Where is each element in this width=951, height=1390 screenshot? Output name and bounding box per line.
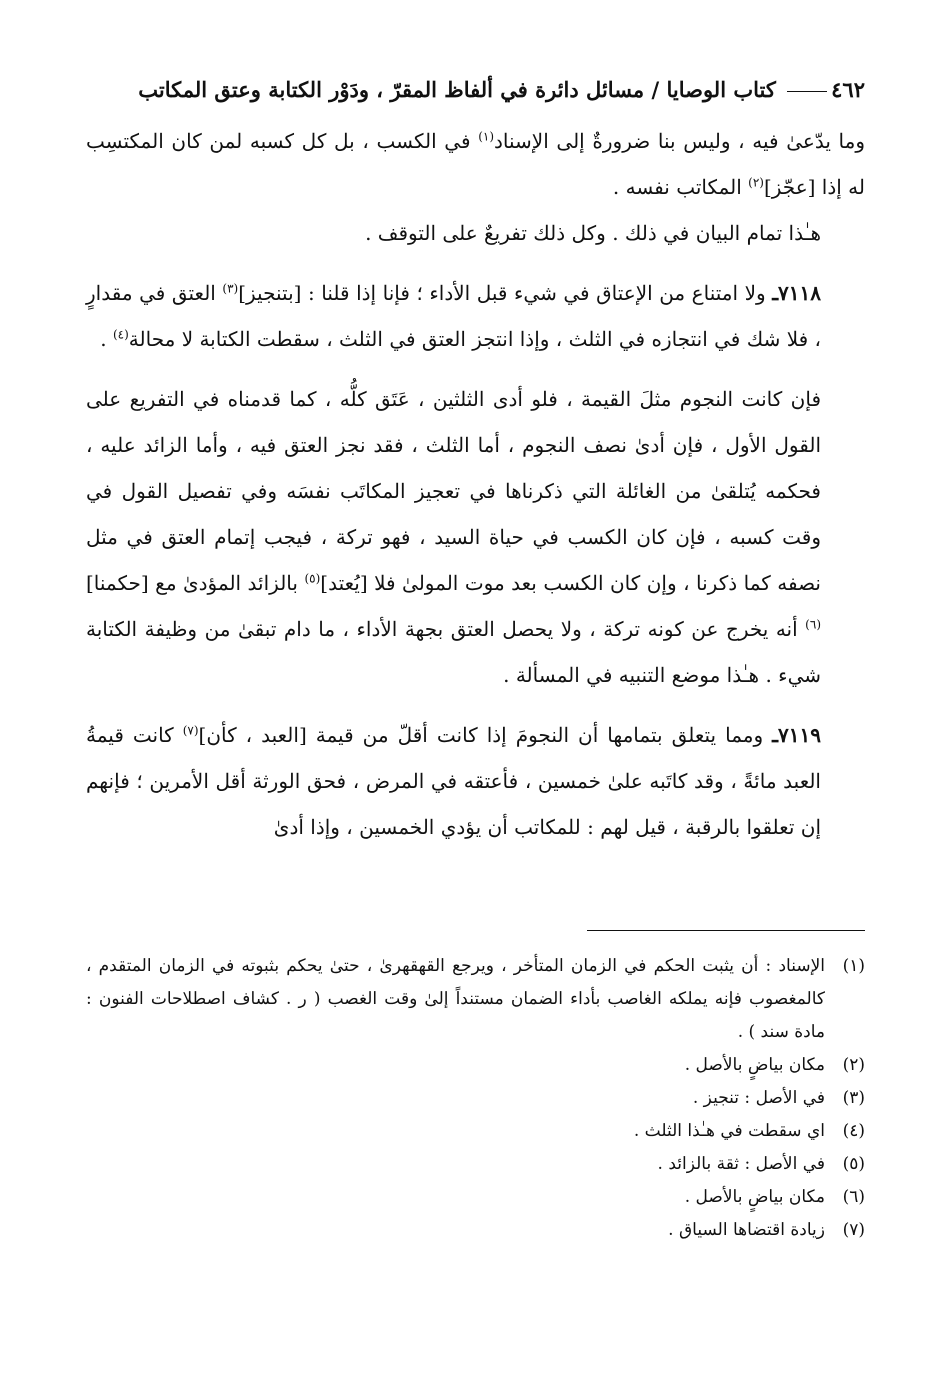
footnote-divider bbox=[587, 930, 865, 931]
header-rule bbox=[787, 91, 827, 92]
footnote-text: في الأصل : تنجيز . bbox=[692, 1088, 825, 1108]
footnote-text: اي سقطت في هـٰذا الثلث . bbox=[633, 1121, 825, 1141]
footnote-mark: (٧) bbox=[842, 1220, 865, 1240]
footnote-text: في الأصل : ثقة بالزائد . bbox=[657, 1154, 825, 1174]
main-text bbox=[86, 118, 865, 850]
paragraph-7118: ٧١١٨ـ ولا امتناع من الإعتاق في شيء قبل الأداء ؛ فإنا إذا قلنا : [بتنجيز]$^{(٣)}$ العتق في مقدارٍ ، فلا شك في انتجازه في الثلث ، وإذا انتجز العتق في الثلث ، سقطت الكتابة لا محالة$^{(٤)}$ . bbox=[86, 281, 822, 351]
footnote-mark: (٣) bbox=[842, 1088, 865, 1108]
footnote-ref: (٧) bbox=[182, 723, 199, 738]
footnote-ref: (٦) bbox=[805, 617, 821, 632]
footnote-item bbox=[86, 1115, 865, 1148]
footnote-mark: (٦) bbox=[842, 1187, 865, 1207]
footnote-item bbox=[86, 1148, 865, 1181]
paragraph-number: ٧١١٨ـ bbox=[772, 281, 822, 305]
footnote-ref: (٢) bbox=[748, 175, 764, 190]
footnote-ref: (٣) bbox=[222, 281, 239, 296]
footnote-mark: (٤) bbox=[842, 1121, 865, 1141]
paragraph-conclusion: هـٰذا تمام البيان في ذلك . وكل ذلك تفريعٌ على التوقف . bbox=[365, 221, 821, 245]
paragraph-7119: ٧١١٩ـ ومما يتعلق بتمامها أن النجومَ إذا كانت أقلّ من قيمة [العبد ، كأن]$^{(٧)}$ كانت قيمةُ العبد مائةً ، وقد كاتَبه علىٰ خمسين ، فأعتقه في المرض ، فحق الورثة أقل الأمرين ؛ فإنهم إن تعلقوا بالرقبة ، قيل لهم : للمكاتب أن يؤدي الخمسين ، وإذا أدىٰ bbox=[86, 723, 821, 839]
footnote-text: مكان بياضٍ بالأصل . bbox=[684, 1055, 825, 1075]
footnotes bbox=[86, 950, 865, 1247]
footnote-item bbox=[86, 1181, 865, 1214]
paragraph-stars: فإن كانت النجوم مثلَ القيمة ، فلو أدى الثلثين ، عَتَق كلُّه ، كما قدمناه في التفريع على القول الأول ، فإن أدىٰ نصف النجوم ، أما الثلث ، فقد نجز العتق فيه ، وأما الزائد عليه ، فحكمه يُتلقىٰ من الغائلة التي ذكرناها في تعجيز المكاتَب نفسَه وفي تفصيل القول في وقت كسبه ، فإن كان الكسب في حياة السيد ، فهو تركة ، فيجب إتمام العتق في مثل نصفه كما ذكرنا ، وإن كان الكسب بعد موت المولىٰ فلا [يُعتد]$^{(٥)}$ بالزائد المؤدىٰ مع [حكمنا]$^{(٦)}$ أنه يخرج عن كونه تركة ، ولا يحصل العتق بجهة الأداء ، ما دام تبقىٰ من وظيفة الكتابة شيء . هـٰذا موضع التنبيه في المسألة . bbox=[86, 387, 821, 687]
footnote-mark: (٢) bbox=[842, 1055, 865, 1075]
page-number: ٤٦٢ bbox=[831, 77, 865, 102]
footnote-ref: (٤) bbox=[112, 327, 129, 342]
header-title: كتاب الوصايا / مسائل دائرة في ألفاظ المقرّ ، ودَوْر الكتابة وعتق المكاتب bbox=[138, 77, 776, 102]
footnote-mark: (٥) bbox=[842, 1154, 865, 1174]
footnote-item bbox=[86, 950, 865, 1049]
footnote-ref: (٥) bbox=[304, 571, 321, 586]
footnote-item bbox=[86, 1082, 865, 1115]
footnote-item bbox=[86, 1049, 865, 1082]
footnote-text: مكان بياضٍ بالأصل . bbox=[684, 1187, 825, 1207]
footnote-text: الإسناد : أن يثبت الحكم في الزمان المتأخر ، ويرجع القهقهرىٰ ، حتىٰ يحكم بثبوته في الزمان المتقدم ، كالمغصوب فإنه يملكه الغاصب بأداء الضمان مستنداً إلىٰ وقت الغصب ( ر . كشاف اصطلاحات الفنون : مادة سند ) . bbox=[86, 956, 825, 1042]
paragraph-continued: وما يدّعىٰ فيه ، وليس بنا ضرورةٌ إلى الإسناد$^{(١)}$ في الكسب ، بل كل كسبه لمن كان المكتسِب له إذا [عجّز]$^{(٢)}$ المكاتب نفسه . bbox=[86, 129, 865, 199]
paragraph-number: ٧١١٩ـ bbox=[772, 723, 821, 747]
running-header bbox=[86, 70, 865, 110]
footnote-mark: (١) bbox=[842, 956, 865, 976]
footnote-item bbox=[86, 1214, 865, 1247]
footnote-ref: (١) bbox=[478, 129, 495, 144]
footnote-text: زيادة اقتضاها السياق . bbox=[668, 1220, 825, 1240]
